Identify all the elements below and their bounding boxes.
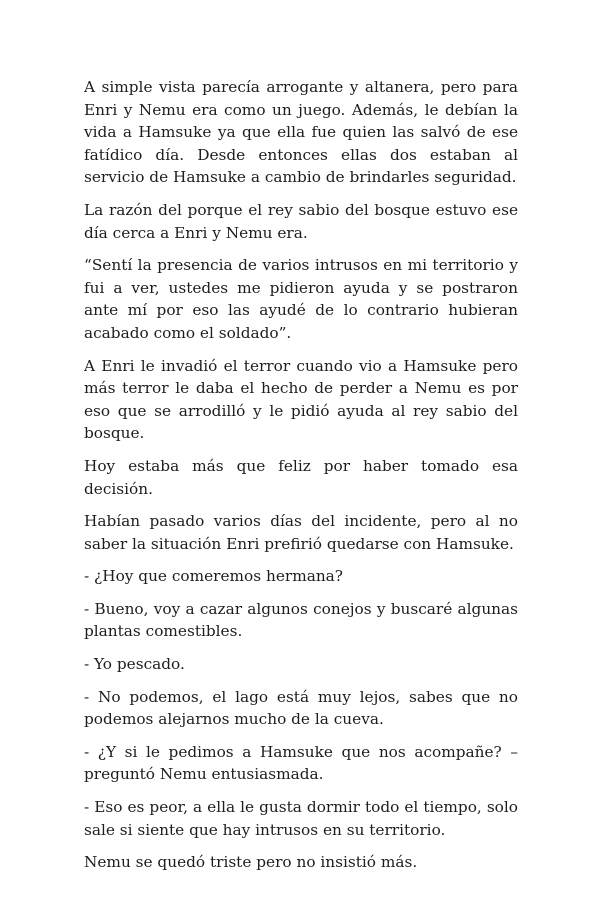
dialogue-line: - Bueno, voy a cazar algunos conejos y buscaré algunas plantas comestibles.	[84, 599, 518, 641]
paragraph: “Sentí la presencia de varios intrusos en mi territorio y fui a ver, ustedes me pidieron ayuda y se postraron ante mí por eso las ayudé de lo contrario hubieran acabado como el soldado”.	[84, 256, 518, 342]
paragraph: Hoy estaba más que feliz por haber tomado esa decisión.	[84, 456, 518, 498]
dialogue-line: - ¿Hoy que comeremos hermana?	[84, 567, 343, 586]
paragraph: A Enri le invadió el terror cuando vio a Hamsuke pero más terror le daba el hecho de perder a Nemu es por eso que se arrodilló y le pidió ayuda al rey sabio del bosque.	[84, 356, 518, 443]
dialogue-line: - Eso es peor, a ella le gusta dormir todo el tiempo, solo sale si siente que hay intrusos en su territorio.	[84, 798, 518, 839]
paragraph: Habían pasado varios días del incidente, pero al no saber la situación Enri prefirió quedarse con Hamsuke.	[84, 512, 518, 553]
paragraph: La razón del porque el rey sabio del bosque estuvo ese día cerca a Enri y Nemu era.	[84, 200, 518, 242]
dialogue-line: - ¿Y si le pedimos a Hamsuke que nos acompañe? – preguntó Nemu entusiasmada.	[84, 742, 518, 784]
paragraph: A simple vista parecía arrogante y altanera, pero para Enri y Nemu era como un juego. Además, le debían la vida a Hamsuke ya que ella fue quien las salvó de ese fatídico día. Desde entonces ellas dos estaban al servicio de Hamsuke a cambio de brindarles seguridad.	[84, 78, 518, 187]
dialogue-line: - Yo pescado.	[84, 655, 185, 674]
document-body	[84, 76, 518, 884]
paragraph: Nemu se quedó triste pero no insistió más.	[84, 853, 418, 872]
dialogue-line: - No podemos, el lago está muy lejos, sabes que no podemos alejarnos mucho de la cueva.	[84, 687, 518, 729]
